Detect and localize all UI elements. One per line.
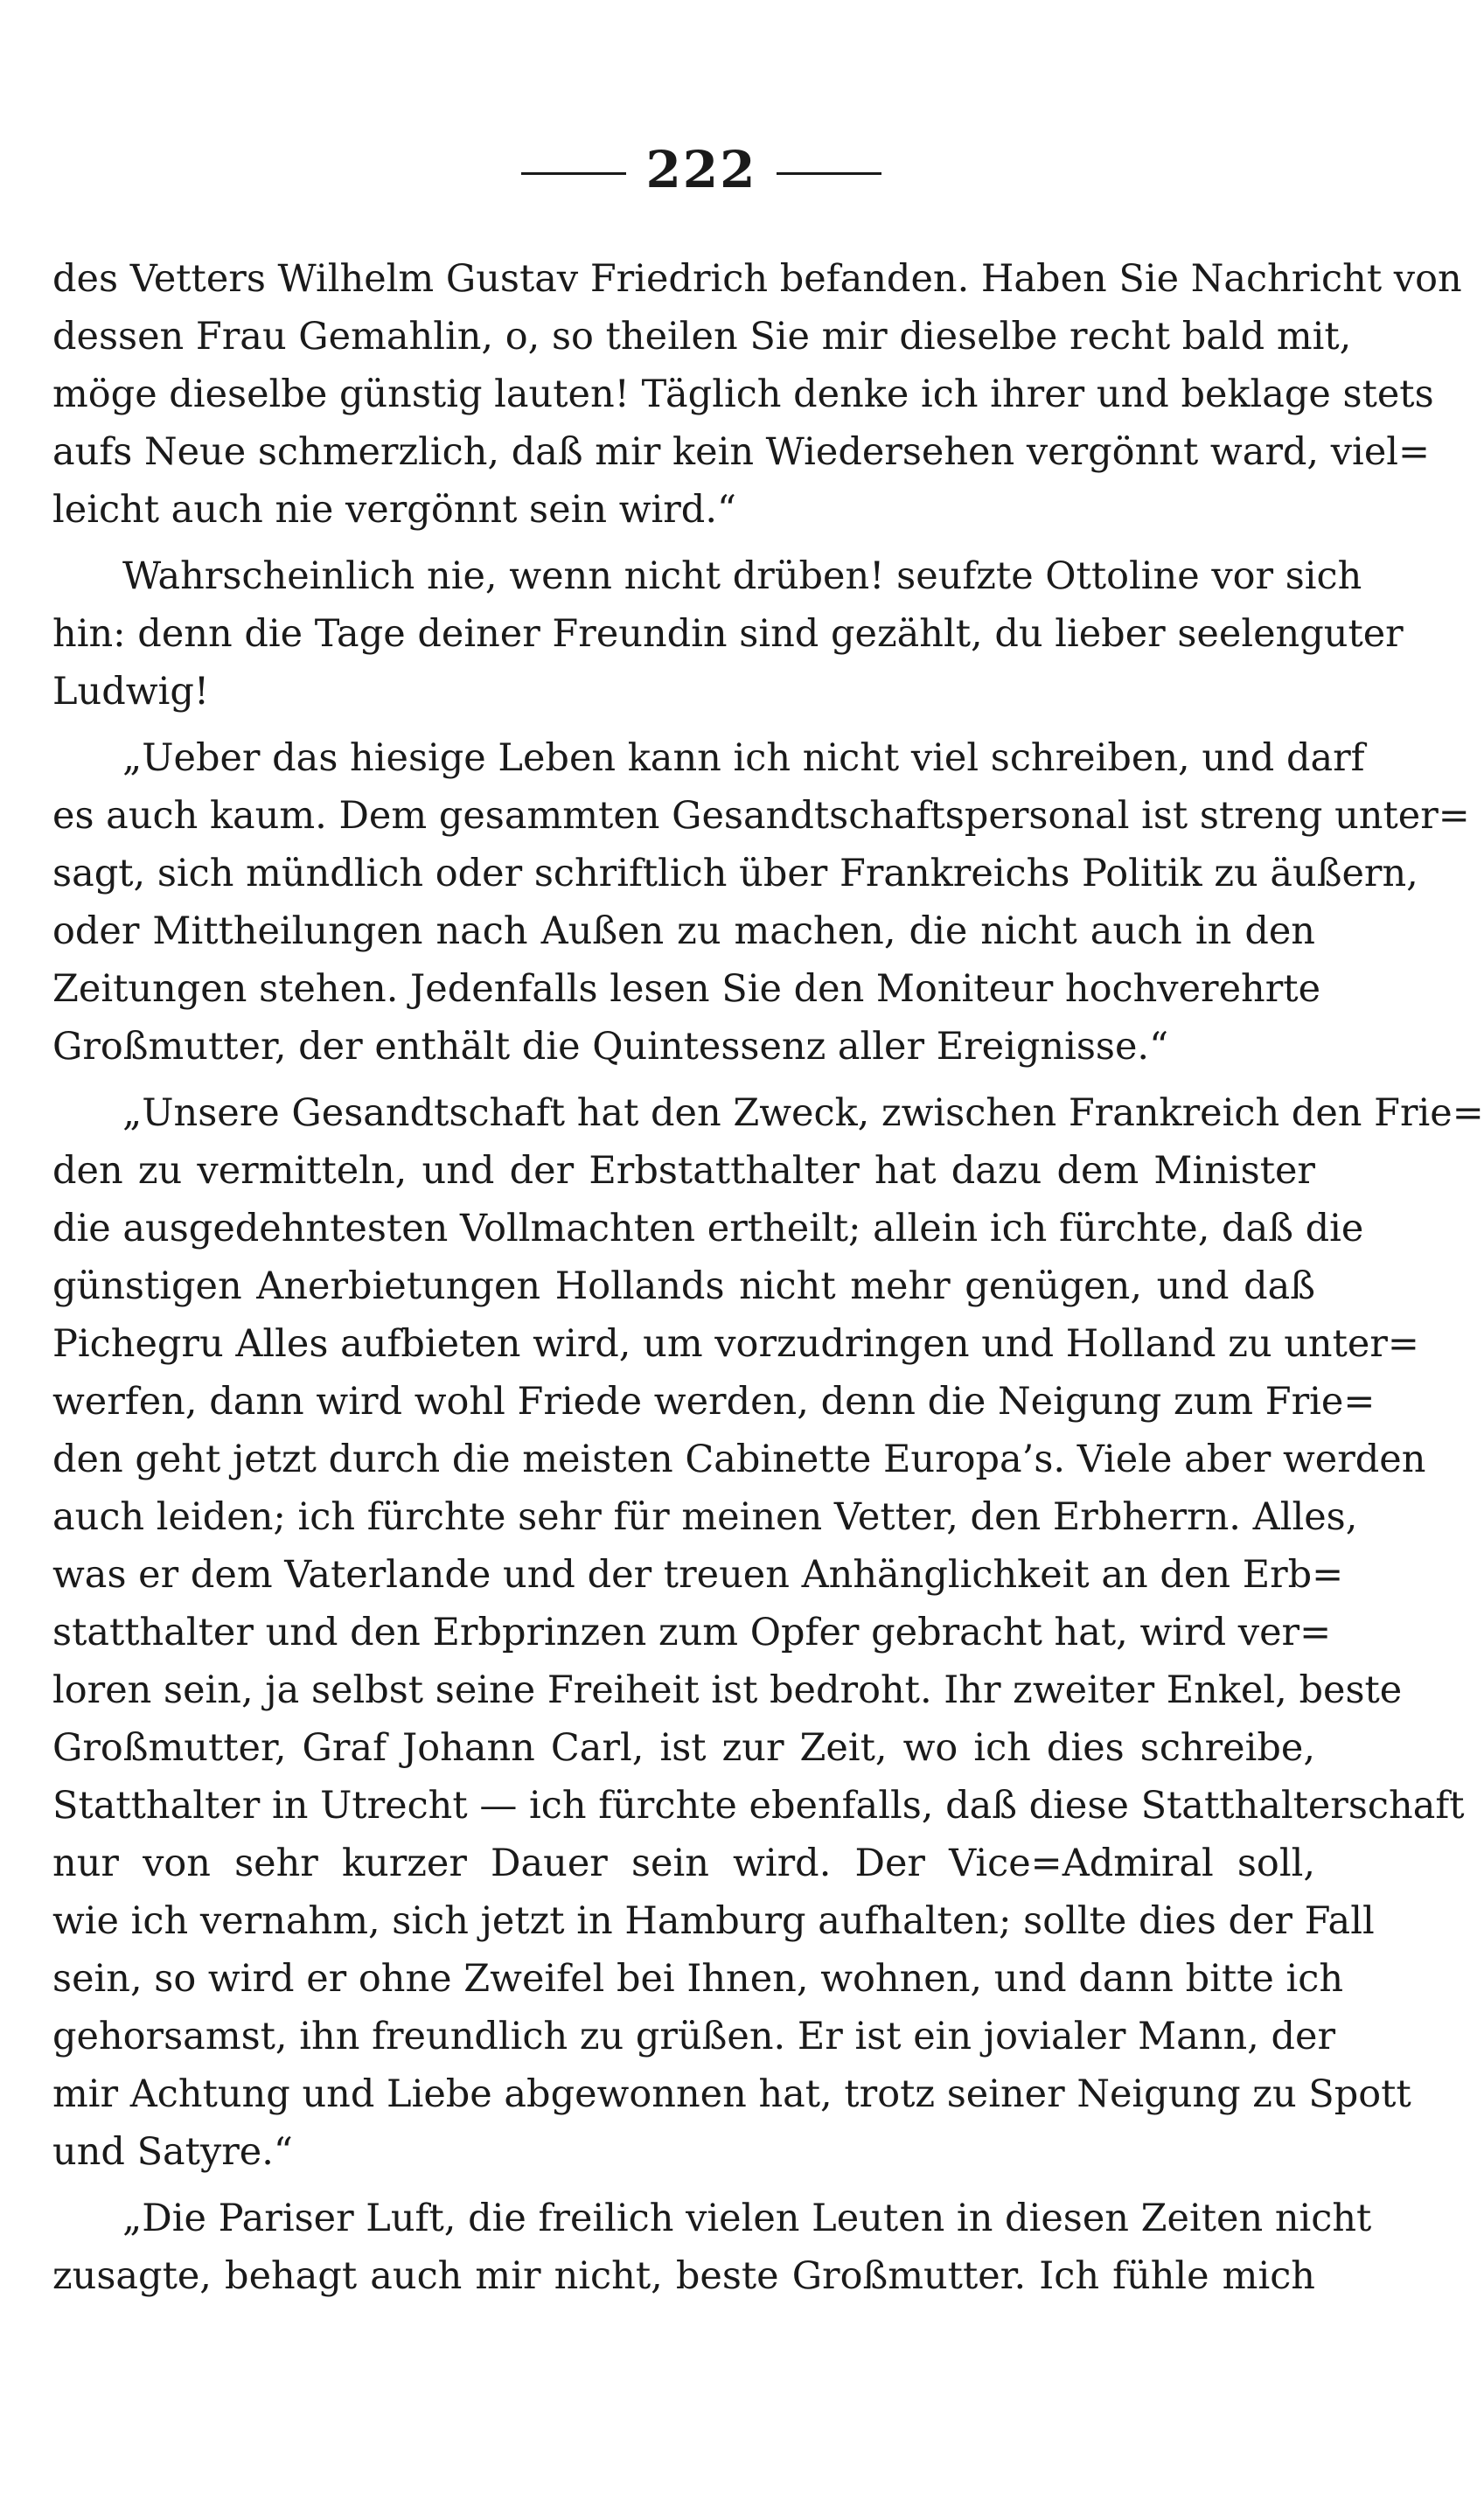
paragraph-3 <box>52 729 1470 1076</box>
text-line: den zu vermitteln, und der Erbstatthalter hat dazu dem Minister <box>52 1149 1315 1193</box>
text-line: die ausgedehntesten Vollmachten ertheilt; allein ich fürchte, daß die <box>52 1207 1364 1250</box>
text-line: „Unsere Gesandtschaft hat den Zweck, zwischen Frankreich den Frie= <box>122 1091 1484 1135</box>
page-header <box>0 140 1403 199</box>
text-line: „Die Pariser Luft, die freilich vielen Leuten in diesen Zeiten nicht <box>122 2197 1372 2240</box>
paragraph-5 <box>52 2190 1372 2305</box>
text-line: Zeitungen stehen. Jedenfalls lesen Sie den Moniteur hochverehrte <box>52 967 1321 1011</box>
text-line: leicht auch nie vergönnt sein wird.“ <box>52 488 736 532</box>
body-text <box>52 250 1484 2305</box>
text-line: dessen Frau Gemahlin, o, so theilen Sie mir dieselbe recht bald mit, <box>52 315 1352 359</box>
text-line: gehorsamst, ihn freundlich zu grüßen. Er ist ein jovialer Mann, der <box>52 2015 1336 2058</box>
text-line: nur von sehr kurzer Dauer sein wird. Der Vice=Admiral soll, <box>52 1842 1315 1885</box>
text-line: statthalter und den Erbprinzen zum Opfer gebracht hat, wird ver= <box>52 1611 1332 1654</box>
text-line: den geht jetzt durch die meisten Cabinette Europa’s. Viele aber werden <box>52 1438 1426 1481</box>
text-line: werfen, dann wird wohl Friede werden, denn die Neigung zum Frie= <box>52 1380 1376 1424</box>
text-line: aufs Neue schmerzlich, daß mir kein Wiedersehen vergönnt ward, viel= <box>52 430 1431 474</box>
text-line: Großmutter, der enthält die Quintessenz aller Ereignisse.“ <box>52 1025 1169 1069</box>
text-line: loren sein, ja selbst seine Freiheit ist bedroht. Ihr zweiter Enkel, beste <box>52 1668 1403 1712</box>
header-rule-right <box>777 172 881 175</box>
text-line: sein, so wird er ohne Zweifel bei Ihnen, wohnen, und dann bitte ich <box>52 1957 1344 2001</box>
paragraph-1 <box>52 250 1462 539</box>
page-number: 222 <box>645 140 757 199</box>
text-line: wie ich vernahm, sich jetzt in Hamburg aufhalten; sollte dies der Fall <box>52 1899 1375 1943</box>
text-line: auch leiden; ich fürchte sehr für meinen Vetter, den Erbherrn. Alles, <box>52 1495 1358 1539</box>
header-rule-left <box>521 172 626 175</box>
text-line: günstigen Anerbietungen Hollands nicht mehr genügen, und daß <box>52 1264 1315 1308</box>
paragraph-4 <box>52 1084 1484 2181</box>
text-line: oder Mittheilungen nach Außen zu machen, die nicht auch in den <box>52 909 1315 953</box>
text-line: Pichegru Alles aufbieten wird, um vorzudringen und Holland zu unter= <box>52 1322 1419 1366</box>
paragraph-2 <box>52 547 1404 721</box>
text-line: des Vetters Wilhelm Gustav Friedrich befanden. Haben Sie Nachricht von <box>52 257 1462 301</box>
text-line: zusagte, behagt auch mir nicht, beste Großmutter. Ich fühle mich <box>52 2254 1315 2298</box>
text-line: hin: denn die Tage deiner Freundin sind gezählt, du lieber seelenguter <box>52 612 1404 656</box>
text-line: sagt, sich mündlich oder schriftlich über Frankreichs Politik zu äußern, <box>52 852 1418 895</box>
text-line: Großmutter, Graf Johann Carl, ist zur Zeit, wo ich dies schreibe, <box>52 1726 1315 1770</box>
text-line: Wahrscheinlich nie, wenn nicht drüben! seufzte Ottoline vor sich <box>122 554 1362 598</box>
text-line: „Ueber das hiesige Leben kann ich nicht viel schreiben, und darf <box>122 736 1365 780</box>
text-line: was er dem Vaterlande und der treuen Anhänglichkeit an den Erb= <box>52 1553 1344 1597</box>
text-line: und Satyre.“ <box>52 2130 293 2174</box>
text-line: möge dieselbe günstig lauten! Täglich denke ich ihrer und beklage stets <box>52 373 1434 416</box>
text-line: mir Achtung und Liebe abgewonnen hat, trotz seiner Neigung zu Spott <box>52 2072 1411 2116</box>
text-line: Ludwig! <box>52 670 210 714</box>
text-line: es auch kaum. Dem gesammten Gesandtschaftspersonal ist streng unter= <box>52 794 1470 838</box>
text-line: Statthalter in Utrecht — ich fürchte ebenfalls, daß diese Statthalterschaft <box>52 1784 1465 1828</box>
